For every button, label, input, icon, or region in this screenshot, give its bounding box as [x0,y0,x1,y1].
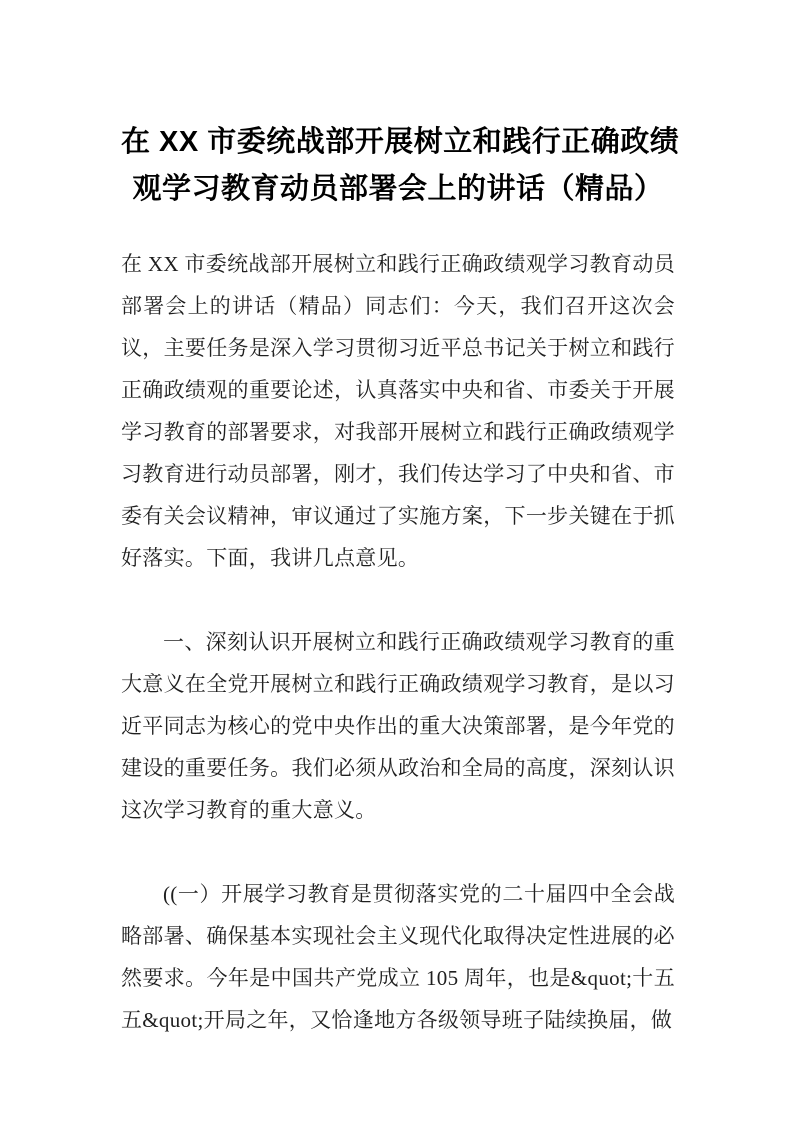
paragraph-opening: 在 XX 市委统战部开展树立和践行正确政绩观学习教育动员部署会上的讲话（精品）同志们：今天，我们召开这次会议，主要任务是深入学习贯彻习近平总书记关于树立和践行正确政绩观的重要论述，认真落实中央和省、市委关于开展学习教育的部署要求，对我部开展树立和践行正确政绩观学习教育进行动员部署，刚才，我们传达学习了中央和省、市委有关会议精神，审议通过了实施方案，下一步关键在于抓好落实。下面，我讲几点意见。 [121,252,675,570]
title-line-2: 观学习教育动员部署会上的讲话（精品） [132,173,664,205]
paragraph-section-one: 一、深刻认识开展树立和践行正确政绩观学习教育的重大意义在全党开展树立和践行正确政绩观学习教育，是以习近平同志为核心的党中央作出的重大决策部署，是今年党的建设的重要任务。我们必须从政治和全局的高度，深刻认识这次学习教育的重大意义。 [121,630,675,822]
document-title [121,119,680,213]
paragraph-subsection-one: ((一）开展学习教育是贯彻落实党的二十届四中全会战略部暑、确保基本实现社会主义现代化取得决定性进展的必然要求。今年是中国共产党成立 105 周年，也是&quot;十五五&quot;开局之年，又恰逢地方各级领导班子陆续换届，做 [121,882,675,1032]
document-body [121,243,675,1041]
title-line-1: 在 XX 市委统战部开展树立和践行正确政绩 [121,126,680,158]
